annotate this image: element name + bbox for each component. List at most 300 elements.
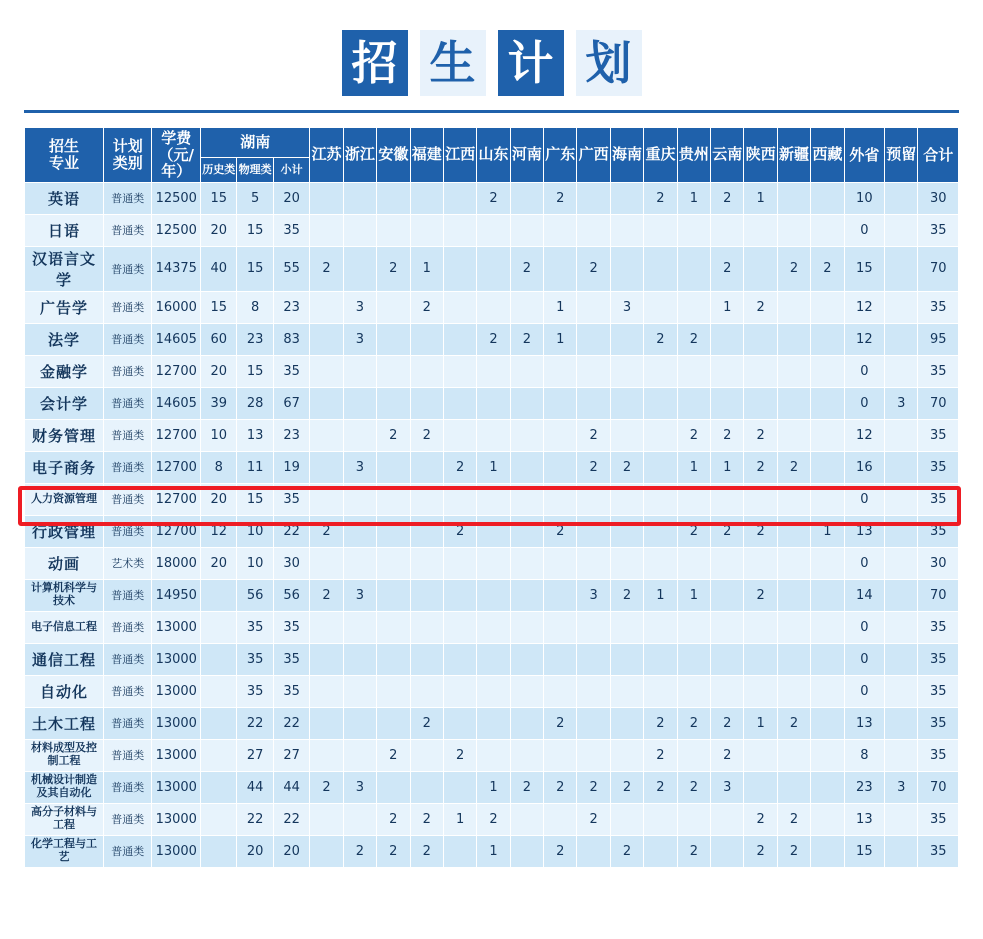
cell-province-fujian bbox=[410, 214, 443, 246]
cell-province-yunnan bbox=[711, 483, 744, 515]
cell-province-xizang bbox=[811, 675, 844, 707]
cell-province-guizhou: 2 bbox=[677, 515, 710, 547]
cell-province-xizang bbox=[811, 182, 844, 214]
cell-province-xizang bbox=[811, 771, 844, 803]
cell-province-jiangxi bbox=[443, 182, 476, 214]
cell-province-hainan bbox=[610, 483, 643, 515]
cell-province-guangdong bbox=[544, 611, 577, 643]
cell-province-jiangxi bbox=[443, 579, 476, 611]
cell-province-yunnan: 2 bbox=[711, 419, 744, 451]
col-header-province-fujian: 福建 bbox=[410, 128, 443, 183]
cell-hunan-subtotal: 35 bbox=[273, 355, 309, 387]
cell-province-zhejiang bbox=[343, 611, 376, 643]
cell-province-guizhou bbox=[677, 387, 710, 419]
cell-province-chongqing bbox=[644, 483, 677, 515]
cell-province-shaanxi: 2 bbox=[744, 803, 777, 835]
cell-province-chongqing bbox=[644, 387, 677, 419]
cell-fee: 12700 bbox=[152, 451, 201, 483]
col-header-province-hainan: 海南 bbox=[610, 128, 643, 183]
cell-province-jiangxi bbox=[443, 771, 476, 803]
cell-hunan-physics: 35 bbox=[237, 643, 273, 675]
cell-hunan-physics: 35 bbox=[237, 675, 273, 707]
cell-hunan-physics: 56 bbox=[237, 579, 273, 611]
cell-province-yunnan bbox=[711, 643, 744, 675]
cell-province-jiangxi bbox=[443, 643, 476, 675]
cell-province-guangxi bbox=[577, 707, 610, 739]
cell-province-xizang bbox=[811, 451, 844, 483]
cell-category: 普通类 bbox=[103, 707, 152, 739]
cell-province-hainan bbox=[610, 246, 643, 291]
cell-province-anhui bbox=[377, 515, 410, 547]
cell-major: 电子信息工程 bbox=[25, 611, 104, 643]
cell-hunan-subtotal: 20 bbox=[273, 835, 309, 867]
cell-province-guizhou: 1 bbox=[677, 579, 710, 611]
cell-province-chongqing bbox=[644, 451, 677, 483]
cell-province-zhejiang bbox=[343, 547, 376, 579]
cell-province-jiangxi: 2 bbox=[443, 451, 476, 483]
cell-hunan-physics: 11 bbox=[237, 451, 273, 483]
cell-province-shandong bbox=[477, 643, 510, 675]
cell-province-jiangxi bbox=[443, 355, 476, 387]
cell-province-anhui: 2 bbox=[377, 835, 410, 867]
cell-province-yunnan bbox=[711, 323, 744, 355]
col-header-out-of-province: 外省 bbox=[844, 128, 884, 183]
col-header-category-line2: 类别 bbox=[112, 153, 143, 172]
cell-out-of-province: 12 bbox=[844, 291, 884, 323]
cell-province-henan: 2 bbox=[510, 323, 543, 355]
cell-province-henan bbox=[510, 291, 543, 323]
cell-province-chongqing: 2 bbox=[644, 182, 677, 214]
cell-major: 通信工程 bbox=[25, 643, 104, 675]
col-header-fee-label: 学费 bbox=[161, 129, 192, 147]
cell-province-shandong: 2 bbox=[477, 182, 510, 214]
cell-province-xinjiang bbox=[777, 355, 810, 387]
cell-province-zhejiang bbox=[343, 419, 376, 451]
cell-province-jiangsu bbox=[310, 483, 343, 515]
table-row bbox=[25, 246, 959, 291]
cell-province-jiangxi bbox=[443, 387, 476, 419]
cell-province-jiangxi bbox=[443, 835, 476, 867]
cell-province-jiangsu bbox=[310, 707, 343, 739]
cell-province-jiangxi bbox=[443, 419, 476, 451]
cell-total: 70 bbox=[918, 387, 959, 419]
cell-province-guangdong: 2 bbox=[544, 707, 577, 739]
cell-province-anhui bbox=[377, 214, 410, 246]
cell-reserved bbox=[885, 483, 918, 515]
cell-fee: 13000 bbox=[152, 611, 201, 643]
cell-province-shaanxi bbox=[744, 739, 777, 771]
cell-major: 化学工程与工艺 bbox=[25, 835, 104, 867]
cell-province-henan bbox=[510, 835, 543, 867]
cell-hunan-physics: 35 bbox=[237, 611, 273, 643]
cell-province-zhejiang bbox=[343, 355, 376, 387]
cell-fee: 13000 bbox=[152, 739, 201, 771]
col-header-province-zhejiang: 浙江 bbox=[343, 128, 376, 183]
cell-major: 汉语言文学 bbox=[25, 246, 104, 291]
cell-hunan-history bbox=[201, 835, 237, 867]
cell-province-jiangsu bbox=[310, 387, 343, 419]
col-header-hunan-physics: 物理类 bbox=[237, 158, 273, 182]
cell-province-shaanxi bbox=[744, 547, 777, 579]
cell-province-xizang bbox=[811, 355, 844, 387]
cell-province-zhejiang bbox=[343, 643, 376, 675]
cell-hunan-physics: 27 bbox=[237, 739, 273, 771]
table-row bbox=[25, 771, 959, 803]
cell-category: 普通类 bbox=[103, 451, 152, 483]
cell-province-xinjiang bbox=[777, 182, 810, 214]
cell-total: 35 bbox=[918, 803, 959, 835]
cell-province-fujian bbox=[410, 611, 443, 643]
cell-category: 普通类 bbox=[103, 579, 152, 611]
col-header-major-line2: 专业 bbox=[48, 153, 79, 172]
cell-province-jiangsu bbox=[310, 675, 343, 707]
cell-province-hainan bbox=[610, 611, 643, 643]
cell-out-of-province: 0 bbox=[844, 387, 884, 419]
cell-major: 法学 bbox=[25, 323, 104, 355]
cell-province-henan: 2 bbox=[510, 246, 543, 291]
cell-total: 35 bbox=[918, 214, 959, 246]
cell-province-guangdong: 2 bbox=[544, 835, 577, 867]
cell-hunan-physics: 15 bbox=[237, 246, 273, 291]
cell-province-fujian bbox=[410, 515, 443, 547]
table-row bbox=[25, 547, 959, 579]
cell-total: 30 bbox=[918, 547, 959, 579]
cell-province-fujian bbox=[410, 387, 443, 419]
cell-province-jiangsu bbox=[310, 182, 343, 214]
cell-total: 35 bbox=[918, 451, 959, 483]
cell-province-jiangsu bbox=[310, 547, 343, 579]
cell-reserved bbox=[885, 246, 918, 291]
cell-province-guangxi bbox=[577, 323, 610, 355]
cell-province-guangxi bbox=[577, 835, 610, 867]
cell-category: 普通类 bbox=[103, 214, 152, 246]
cell-province-guangxi bbox=[577, 355, 610, 387]
cell-province-shandong bbox=[477, 515, 510, 547]
cell-province-hainan bbox=[610, 675, 643, 707]
cell-province-jiangsu bbox=[310, 643, 343, 675]
cell-province-henan bbox=[510, 355, 543, 387]
cell-hunan-subtotal: 23 bbox=[273, 291, 309, 323]
cell-total: 35 bbox=[918, 643, 959, 675]
cell-hunan-physics: 22 bbox=[237, 803, 273, 835]
cell-province-shaanxi: 1 bbox=[744, 182, 777, 214]
cell-province-henan bbox=[510, 707, 543, 739]
cell-province-jiangsu: 2 bbox=[310, 579, 343, 611]
cell-province-hainan bbox=[610, 419, 643, 451]
cell-province-guizhou bbox=[677, 739, 710, 771]
cell-province-xinjiang bbox=[777, 675, 810, 707]
cell-province-xizang bbox=[811, 483, 844, 515]
col-header-hunan-history: 历史类 bbox=[201, 158, 237, 182]
cell-province-fujian bbox=[410, 355, 443, 387]
title-char-4: 划 bbox=[576, 30, 642, 96]
cell-reserved bbox=[885, 515, 918, 547]
cell-category: 普通类 bbox=[103, 483, 152, 515]
table-body bbox=[25, 182, 959, 867]
cell-province-guangdong: 2 bbox=[544, 182, 577, 214]
cell-province-anhui: 2 bbox=[377, 419, 410, 451]
cell-province-shandong bbox=[477, 707, 510, 739]
cell-province-shaanxi bbox=[744, 675, 777, 707]
cell-reserved bbox=[885, 451, 918, 483]
cell-province-chongqing: 1 bbox=[644, 579, 677, 611]
cell-province-xinjiang bbox=[777, 419, 810, 451]
cell-province-jiangsu bbox=[310, 835, 343, 867]
cell-province-hainan: 2 bbox=[610, 451, 643, 483]
cell-province-hainan bbox=[610, 739, 643, 771]
table-row bbox=[25, 835, 959, 867]
cell-category: 普通类 bbox=[103, 323, 152, 355]
table-row bbox=[25, 675, 959, 707]
cell-province-jiangsu bbox=[310, 323, 343, 355]
cell-hunan-physics: 13 bbox=[237, 419, 273, 451]
cell-province-yunnan bbox=[711, 355, 744, 387]
cell-province-xizang bbox=[811, 611, 844, 643]
table-row bbox=[25, 611, 959, 643]
cell-province-jiangxi bbox=[443, 214, 476, 246]
cell-out-of-province: 13 bbox=[844, 803, 884, 835]
cell-province-xinjiang bbox=[777, 291, 810, 323]
cell-province-anhui bbox=[377, 451, 410, 483]
cell-province-chongqing: 2 bbox=[644, 323, 677, 355]
cell-total: 95 bbox=[918, 323, 959, 355]
cell-province-henan bbox=[510, 675, 543, 707]
cell-province-guangxi bbox=[577, 515, 610, 547]
cell-province-guangxi: 3 bbox=[577, 579, 610, 611]
cell-province-fujian bbox=[410, 675, 443, 707]
cell-reserved bbox=[885, 803, 918, 835]
cell-province-fujian: 2 bbox=[410, 835, 443, 867]
cell-hunan-subtotal: 22 bbox=[273, 803, 309, 835]
cell-province-xinjiang bbox=[777, 547, 810, 579]
cell-province-shaanxi: 2 bbox=[744, 419, 777, 451]
cell-hunan-history: 20 bbox=[201, 483, 237, 515]
cell-province-guizhou: 2 bbox=[677, 835, 710, 867]
cell-province-guizhou: 1 bbox=[677, 182, 710, 214]
cell-province-chongqing bbox=[644, 355, 677, 387]
cell-hunan-subtotal: 35 bbox=[273, 214, 309, 246]
cell-province-chongqing bbox=[644, 291, 677, 323]
cell-province-hainan bbox=[610, 547, 643, 579]
cell-category: 普通类 bbox=[103, 515, 152, 547]
cell-province-anhui bbox=[377, 579, 410, 611]
cell-province-jiangxi bbox=[443, 707, 476, 739]
cell-out-of-province: 13 bbox=[844, 707, 884, 739]
cell-hunan-history: 15 bbox=[201, 182, 237, 214]
cell-province-anhui bbox=[377, 675, 410, 707]
cell-major: 高分子材料与工程 bbox=[25, 803, 104, 835]
cell-province-hainan bbox=[610, 323, 643, 355]
cell-total: 35 bbox=[918, 419, 959, 451]
cell-province-jiangxi bbox=[443, 547, 476, 579]
cell-total: 70 bbox=[918, 771, 959, 803]
cell-province-yunnan: 1 bbox=[711, 291, 744, 323]
cell-hunan-physics: 10 bbox=[237, 515, 273, 547]
cell-province-shandong bbox=[477, 291, 510, 323]
cell-province-guangdong: 1 bbox=[544, 323, 577, 355]
cell-province-anhui: 2 bbox=[377, 246, 410, 291]
cell-major: 人力资源管理 bbox=[25, 483, 104, 515]
cell-province-fujian bbox=[410, 547, 443, 579]
cell-fee: 18000 bbox=[152, 547, 201, 579]
cell-fee: 13000 bbox=[152, 803, 201, 835]
cell-province-xinjiang: 2 bbox=[777, 246, 810, 291]
cell-province-anhui bbox=[377, 771, 410, 803]
title-char-1: 招 bbox=[342, 30, 408, 96]
cell-province-henan bbox=[510, 579, 543, 611]
cell-province-guizhou bbox=[677, 643, 710, 675]
cell-province-xinjiang bbox=[777, 483, 810, 515]
cell-hunan-physics: 15 bbox=[237, 483, 273, 515]
cell-category: 普通类 bbox=[103, 246, 152, 291]
cell-hunan-history bbox=[201, 803, 237, 835]
cell-province-xinjiang bbox=[777, 643, 810, 675]
cell-province-chongqing: 2 bbox=[644, 739, 677, 771]
cell-total: 35 bbox=[918, 707, 959, 739]
cell-province-yunnan bbox=[711, 579, 744, 611]
cell-province-xinjiang bbox=[777, 579, 810, 611]
col-header-category-line1: 计划 bbox=[112, 137, 143, 156]
cell-category: 普通类 bbox=[103, 643, 152, 675]
table-row bbox=[25, 214, 959, 246]
cell-province-hainan bbox=[610, 387, 643, 419]
cell-fee: 13000 bbox=[152, 643, 201, 675]
title-char-3: 计 bbox=[498, 30, 564, 96]
cell-out-of-province: 13 bbox=[844, 515, 884, 547]
cell-province-yunnan bbox=[711, 675, 744, 707]
cell-out-of-province: 0 bbox=[844, 675, 884, 707]
cell-province-xinjiang bbox=[777, 214, 810, 246]
cell-province-shaanxi bbox=[744, 643, 777, 675]
cell-province-fujian bbox=[410, 483, 443, 515]
table-row bbox=[25, 803, 959, 835]
cell-category: 普通类 bbox=[103, 675, 152, 707]
cell-province-jiangsu bbox=[310, 419, 343, 451]
cell-hunan-history bbox=[201, 579, 237, 611]
cell-province-shaanxi: 2 bbox=[744, 579, 777, 611]
cell-fee: 12700 bbox=[152, 355, 201, 387]
cell-total: 35 bbox=[918, 675, 959, 707]
cell-fee: 12700 bbox=[152, 515, 201, 547]
cell-province-guizhou bbox=[677, 246, 710, 291]
cell-hunan-physics: 22 bbox=[237, 707, 273, 739]
cell-province-jiangsu bbox=[310, 611, 343, 643]
cell-fee: 12700 bbox=[152, 419, 201, 451]
cell-hunan-physics: 15 bbox=[237, 214, 273, 246]
cell-out-of-province: 8 bbox=[844, 739, 884, 771]
cell-province-xinjiang bbox=[777, 771, 810, 803]
cell-province-chongqing bbox=[644, 419, 677, 451]
cell-province-yunnan bbox=[711, 547, 744, 579]
cell-province-chongqing bbox=[644, 643, 677, 675]
cell-province-guizhou: 2 bbox=[677, 771, 710, 803]
cell-hunan-history: 8 bbox=[201, 451, 237, 483]
cell-out-of-province: 16 bbox=[844, 451, 884, 483]
cell-province-anhui bbox=[377, 643, 410, 675]
cell-province-jiangsu bbox=[310, 451, 343, 483]
cell-category: 普通类 bbox=[103, 419, 152, 451]
cell-province-yunnan bbox=[711, 611, 744, 643]
cell-province-yunnan bbox=[711, 803, 744, 835]
cell-hunan-history: 20 bbox=[201, 214, 237, 246]
cell-province-henan bbox=[510, 611, 543, 643]
cell-total: 35 bbox=[918, 515, 959, 547]
cell-province-zhejiang: 3 bbox=[343, 771, 376, 803]
cell-total: 35 bbox=[918, 291, 959, 323]
cell-province-shaanxi bbox=[744, 611, 777, 643]
table-row bbox=[25, 483, 959, 515]
cell-province-hainan bbox=[610, 355, 643, 387]
cell-province-zhejiang bbox=[343, 675, 376, 707]
cell-hunan-history bbox=[201, 771, 237, 803]
cell-out-of-province: 0 bbox=[844, 643, 884, 675]
cell-province-jiangsu bbox=[310, 803, 343, 835]
cell-total: 35 bbox=[918, 611, 959, 643]
table-row bbox=[25, 707, 959, 739]
cell-category: 普通类 bbox=[103, 803, 152, 835]
table-row bbox=[25, 355, 959, 387]
cell-province-jiangsu bbox=[310, 739, 343, 771]
cell-major: 材料成型及控制工程 bbox=[25, 739, 104, 771]
cell-province-hainan: 2 bbox=[610, 771, 643, 803]
cell-province-jiangsu: 2 bbox=[310, 246, 343, 291]
cell-province-guizhou: 2 bbox=[677, 419, 710, 451]
cell-hunan-physics: 15 bbox=[237, 355, 273, 387]
cell-province-hainan bbox=[610, 803, 643, 835]
cell-province-jiangsu bbox=[310, 214, 343, 246]
cell-out-of-province: 0 bbox=[844, 547, 884, 579]
cell-province-henan bbox=[510, 451, 543, 483]
col-header-total: 合计 bbox=[918, 128, 959, 183]
cell-province-guangdong bbox=[544, 803, 577, 835]
cell-reserved bbox=[885, 323, 918, 355]
cell-province-yunnan: 2 bbox=[711, 739, 744, 771]
cell-hunan-subtotal: 56 bbox=[273, 579, 309, 611]
cell-province-guizhou bbox=[677, 803, 710, 835]
cell-out-of-province: 23 bbox=[844, 771, 884, 803]
cell-province-henan bbox=[510, 182, 543, 214]
table-header-row-1 bbox=[25, 128, 959, 158]
cell-province-zhejiang: 3 bbox=[343, 291, 376, 323]
cell-major: 会计学 bbox=[25, 387, 104, 419]
cell-major: 土木工程 bbox=[25, 707, 104, 739]
cell-province-shandong: 1 bbox=[477, 835, 510, 867]
cell-province-anhui bbox=[377, 323, 410, 355]
cell-province-zhejiang bbox=[343, 803, 376, 835]
cell-major: 自动化 bbox=[25, 675, 104, 707]
title-divider bbox=[24, 110, 959, 113]
cell-category: 普通类 bbox=[103, 387, 152, 419]
cell-province-anhui bbox=[377, 611, 410, 643]
cell-major: 英语 bbox=[25, 182, 104, 214]
cell-province-zhejiang: 2 bbox=[343, 835, 376, 867]
title-char-2: 生 bbox=[420, 30, 486, 96]
col-header-province-henan: 河南 bbox=[510, 128, 543, 183]
cell-province-yunnan: 2 bbox=[711, 182, 744, 214]
cell-hunan-history bbox=[201, 707, 237, 739]
cell-major: 行政管理 bbox=[25, 515, 104, 547]
cell-out-of-province: 14 bbox=[844, 579, 884, 611]
cell-province-guangdong bbox=[544, 643, 577, 675]
cell-province-chongqing bbox=[644, 835, 677, 867]
cell-province-jiangsu: 2 bbox=[310, 515, 343, 547]
cell-province-guangdong bbox=[544, 451, 577, 483]
cell-hunan-physics: 28 bbox=[237, 387, 273, 419]
page-title bbox=[0, 0, 983, 110]
cell-province-guizhou bbox=[677, 214, 710, 246]
cell-province-henan bbox=[510, 739, 543, 771]
cell-province-guangdong: 2 bbox=[544, 771, 577, 803]
